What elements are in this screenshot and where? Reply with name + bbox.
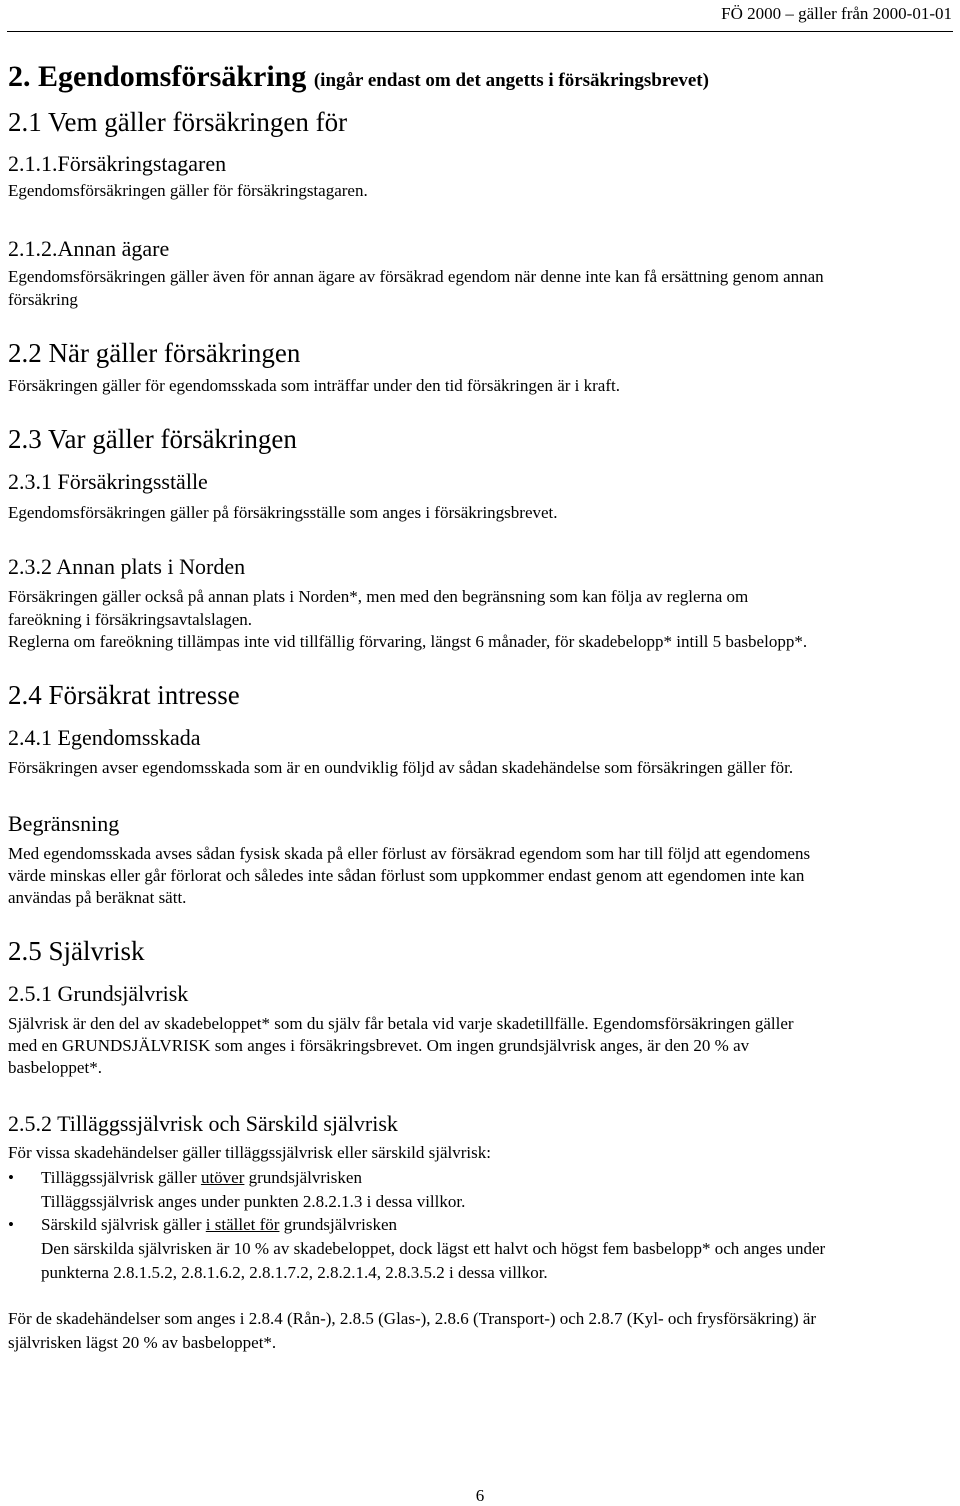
bullet-1-icon: • xyxy=(8,1168,14,1187)
section-2-3-2-text-3: Reglerna om fareökning tillämpas inte vid tillfällig förvaring, längst 6 månader, för skadebelopp* intill 5 basbelopp*. xyxy=(8,632,808,651)
limitation-text-1: Med egendomsskada avses sådan fysisk skada på eller förlust av försäkrad egendom som har till följd att egendomens xyxy=(8,844,811,863)
bullet-2-underlined: i stället för xyxy=(205,1215,280,1234)
section-2-1-2-title: 2.1.2.Annan ägare xyxy=(8,236,170,261)
header-rule xyxy=(7,31,953,32)
section-2-5-1-text-3: basbeloppet*. xyxy=(8,1058,102,1077)
bullet-2-text xyxy=(41,1215,397,1235)
bullet-2-text-end: grundsjälvrisken xyxy=(279,1215,398,1234)
page-number: 6 xyxy=(475,1486,485,1505)
section-2-4-1-title: 2.4.1 Egendomsskada xyxy=(8,725,201,750)
footnote-text-2: självrisken lägst 20 % av basbeloppet*. xyxy=(8,1333,277,1352)
page-header: FÖ 2000 – gäller från 2000-01-01 xyxy=(721,4,952,23)
bullet-1-text xyxy=(41,1168,362,1188)
section-2-3-1-text: Egendomsförsäkringen gäller på försäkringsställe som anges i försäkringsbrevet. xyxy=(8,503,558,522)
section-2-2-text: Försäkringen gäller för egendomsskada som inträffar under den tid försäkringen är i kraft. xyxy=(8,376,620,395)
bullet-1-underlined: utöver xyxy=(200,1168,245,1187)
section-2-title: 2. Egendomsförsäkring xyxy=(8,60,307,93)
section-2-1-2-text-1: Egendomsförsäkringen gäller även för annan ägare av försäkrad egendom när denne inte kan få ersättning genom annan xyxy=(8,267,824,286)
bullet-2-subtext-1: Den särskilda självrisken är 10 % av skadebeloppet, dock lägst ett halvt och högst fem basbelopp* och anges under xyxy=(41,1239,826,1258)
section-2-3-2-text-2: fareökning i försäkringsavtalslagen. xyxy=(8,610,253,629)
section-2-1-1-text: Egendomsförsäkringen gäller för försäkringstagaren. xyxy=(8,181,368,200)
bullet-2-text-start: Särskild självrisk gäller xyxy=(41,1215,206,1234)
section-2-3-2-text-1: Försäkringen gäller också på annan plats i Norden*, men med den begränsning som kan följa av reglerna om xyxy=(8,587,749,606)
section-2-4-1-text: Försäkringen avser egendomsskada som är en oundviklig följd av sådan skadehändelse som försäkringen gäller för. xyxy=(8,758,794,777)
section-2-4-title: 2.4 Försäkrat intresse xyxy=(8,680,240,710)
section-2-1-title: 2.1 Vem gäller försäkringen för xyxy=(8,107,348,137)
section-2-5-1-text-1: Självrisk är den del av skadebeloppet* som du själv får betala vid varje skadetillfälle. Egendomsförsäkringen gäller xyxy=(8,1014,794,1033)
limitation-title: Begränsning xyxy=(8,811,120,836)
section-2-3-title: 2.3 Var gäller försäkringen xyxy=(8,424,297,454)
section-2-1-2-text-2: försäkring xyxy=(8,290,78,309)
limitation-text-2: värde minskas eller går förlorat och således inte sådan förlust som uppkommer endast genom att egendomen inte kan xyxy=(8,866,805,885)
section-2-5-1-title: 2.5.1 Grundsjälvrisk xyxy=(8,981,189,1006)
bullet-1-text-end: grundsjälvrisken xyxy=(244,1168,362,1187)
bullet-1-text-start: Tilläggssjälvrisk gäller xyxy=(41,1168,201,1187)
bullet-2-subtext-2: punkterna 2.8.1.5.2, 2.8.1.6.2, 2.8.1.7.2, 2.8.2.1.4, 2.8.3.5.2 i dessa villkor. xyxy=(41,1263,548,1282)
section-2-heading xyxy=(8,60,709,94)
section-2-3-1-title: 2.3.1 Försäkringsställe xyxy=(8,469,208,494)
bullet-1-subtext: Tilläggssjälvrisk anges under punkten 2.8.2.1.3 i dessa villkor. xyxy=(41,1192,466,1211)
section-2-1-1-title: 2.1.1.Försäkringstagaren xyxy=(8,151,227,176)
section-2-5-2-title: 2.5.2 Tilläggssjälvrisk och Särskild självrisk xyxy=(8,1111,398,1136)
section-2-3-2-title: 2.3.2 Annan plats i Norden xyxy=(8,554,246,579)
bullet-2-icon: • xyxy=(8,1215,14,1234)
section-2-note: (ingår endast om det angetts i försäkringsbrevet) xyxy=(313,70,709,91)
section-2-5-2-intro: För vissa skadehändelser gäller tilläggssjälvrisk eller särskild självrisk: xyxy=(8,1143,491,1162)
footnote-text-1: För de skadehändelser som anges i 2.8.4 (Rån-), 2.8.5 (Glas-), 2.8.6 (Transport-) och 2.8.7 (Kyl- och frysförsäkring) är xyxy=(8,1309,817,1328)
section-2-2-title: 2.2 När gäller försäkringen xyxy=(8,338,301,368)
section-2-5-title: 2.5 Självrisk xyxy=(8,936,145,966)
limitation-text-3: användas på beräknat sätt. xyxy=(8,888,187,907)
section-2-5-1-text-2: med en GRUNDSJÄLVRISK som anges i försäkringsbrevet. Om ingen grundsjälvrisk anges, är den 20 % av xyxy=(8,1036,750,1055)
